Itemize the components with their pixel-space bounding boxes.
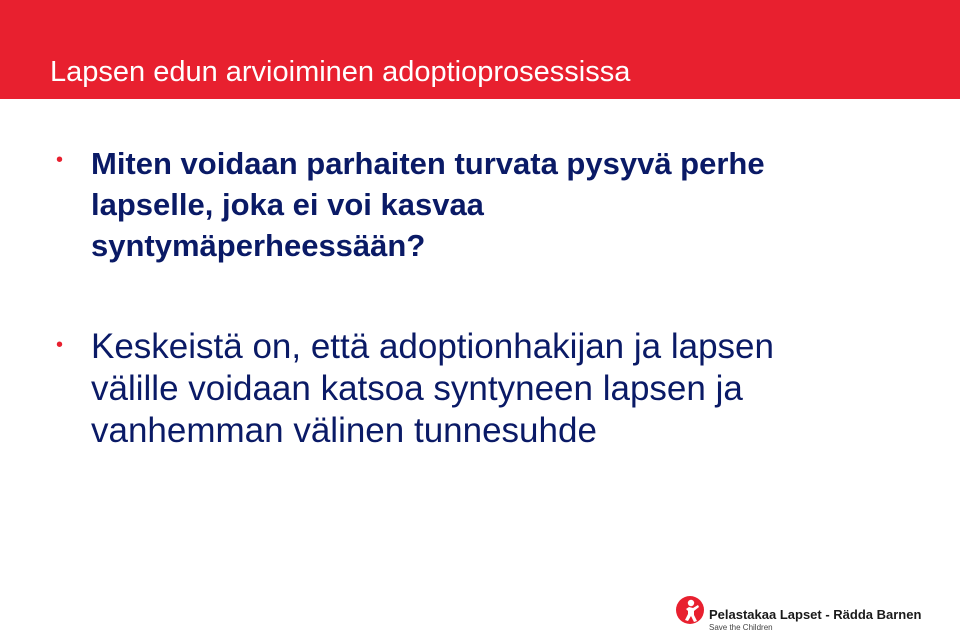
bullet-marker: • bbox=[56, 149, 64, 171]
save-the-children-icon bbox=[675, 595, 705, 625]
bullet-text: Keskeistä on, että adoptionhakijan ja lapsen välille voidaan katsoa syntyneen lapsen ja vanhemman välinen tunnesuhde bbox=[91, 327, 774, 450]
title-bar bbox=[0, 0, 960, 99]
logo-subtitle: Save the Children bbox=[709, 623, 773, 632]
bullet-marker: • bbox=[56, 334, 64, 356]
organization-logo bbox=[675, 595, 945, 633]
slide-title: Lapsen edun arvioiminen adoptioprosessissa bbox=[50, 56, 631, 88]
logo-name: Pelastakaa Lapset - Rädda Barnen bbox=[709, 607, 922, 622]
bullet-text: Miten voidaan parhaiten turvata pysyvä perhe lapselle, joka ei voi kasvaa syntymäperheessään? bbox=[91, 146, 765, 263]
